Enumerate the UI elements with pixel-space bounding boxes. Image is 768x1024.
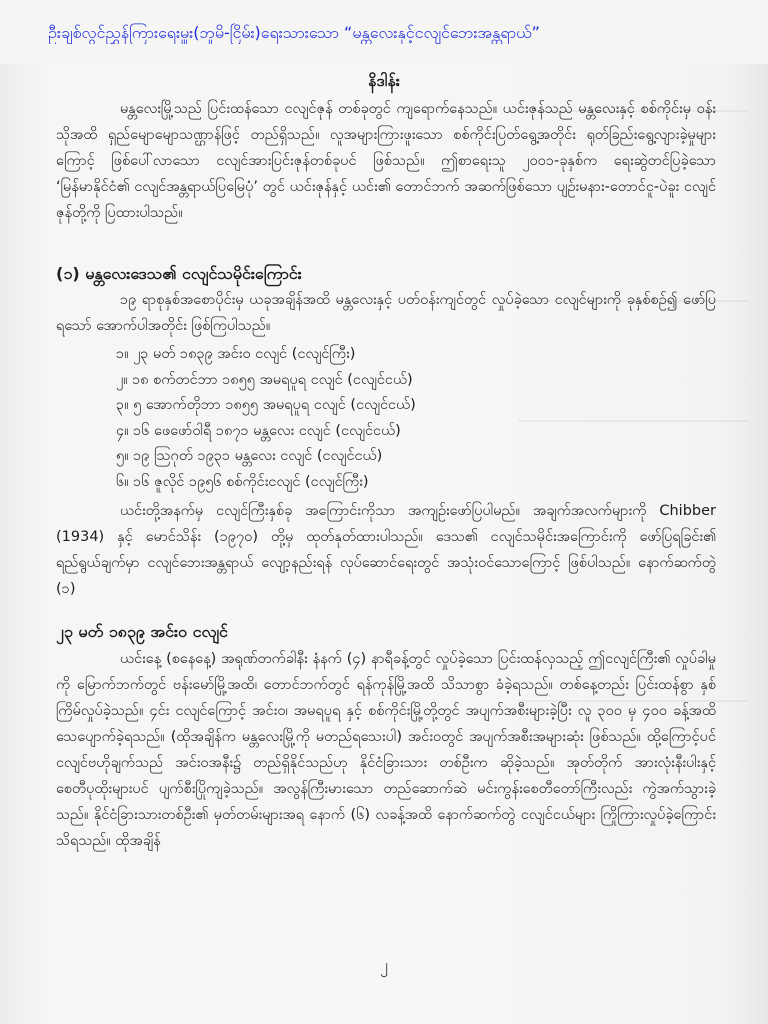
list-item: ၄။ ၁၆ ဖေဖော်ဝါရီ ၁၈၇၁ မန္တလေး ငလျင် (ငလျင်ငယ်) [116, 422, 401, 439]
section1-paragraph-block [56, 287, 716, 339]
section2-paragraph-block [56, 646, 716, 854]
intro-paragraph: မန္တလေးမြို့သည် ပြင်းထန်သော ငလျင်ဇုန် တစ်ခုတွင် ကျရောက်နေသည်။ ယင်းဇုန်သည် မန္တလေးနှင့် စစ်ကိုင်းမှ ဝန်းသိုအထိ ရှည်မျောမျောသဏ္ဌာန်ဖြင့် တည်ရှိသည်။ လူအများကြားဖူးသော စစ်ကိုင်းပြတ်ရွေ့အတိုင်း ရုတ်ခြည်းရွေ့လျားခဲ့မှုများကြောင့် ဖြစ်ပေါ်လာသော ငလျင်အားပြင်းဇုန်တစ်ခုပင် ဖြစ်သည်။ ဤစာရေးသူ ၂၀၀၁-ခုနှစ်က ရေးဆွဲတင်ပြခဲ့သော ‘မြန်မာနိုင်ငံ၏ ငလျင်အန္တရာယ်ပြမြေပုံ’ တွင် ယင်းဇုန်နှင့် ယင်း၏ တောင်ဘက် အဆက်ဖြစ်သော ပျဉ်းမနား-တောင်ငူ-ပဲခူး ငလျင်ဇုန်တို့ကို ပြထားပါသည်။ [56, 101, 716, 221]
list-item: ၃။ ၅ အောက်တိုဘာ ၁၈၅၅ အမရပူရ ငလျင် (ငလျင်ငယ်) [116, 397, 416, 413]
section1-paragraph2-block [56, 498, 716, 602]
list-item: ၁။ ၂၃ မတ် ၁၈၃၉ အင်းဝ ငလျင် (ငလျင်ကြီး) [116, 346, 356, 362]
page-number: ၂ [380, 955, 388, 974]
list-item: ၂။ ၁၈ စက်တင်ဘာ ၁၈၅၅ အမရပူရ ငလျင် (ငလျင်ငယ်) [116, 371, 413, 388]
header-bar [0, 0, 768, 64]
list-item: ၆။ ၁၆ ဇူလိုင် ၁၉၅၆ စစ်ကိုင်းငလျင် (ငလျင်ကြီး) [116, 473, 369, 490]
intro-heading: နိဒါန်း [368, 71, 400, 90]
earthquake-list [116, 342, 716, 495]
section2-heading: ၂၃ မတ် ၁၈၃၉ အင်းဝ ငလျင် [56, 622, 228, 641]
section1-heading: (၁) မန္တလေးဒေသ၏ ငလျင်သမိုင်းကြောင်း [56, 264, 302, 283]
list-item: ၅။ ၁၉ ဩဂုတ် ၁၉၃၁ မန္တလေး ငလျင် (ငလျင်ငယ်) [116, 448, 383, 464]
document-title: ဦးချစ်လွင်ညွှန်ကြားရေးမှူး(ဘူမိ-ငြိမ်း)ရေးသားသော “မန္တလေးနှင့်ငလျင်ဘေးအန္တရာယ်” [48, 23, 540, 42]
intro-paragraph-block [56, 96, 716, 226]
section1-paragraph: ၁၉ ရာစုနှစ်အစောပိုင်းမှ ယခုအချိန်အထိ မန္တလေးနှင့် ပတ်ဝန်းကျင်တွင် လှုပ်ခဲ့သော ငလျင်များကို ခုနှစ်စဉ်၍ ဖော်ပြရသော် အောက်ပါအတိုင်း ဖြစ်ကြပါသည်။ [56, 292, 716, 334]
section2-paragraph: ယင်းနေ့ (စနေနေ့) အရုဏ်တက်ခါနီး နံနက် (၄) နာရီခန့်တွင် လှုပ်ခဲ့သော ပြင်းထန်လှသည့် ဤငလျင်ကြီး၏ လှုပ်ခါမှုကို မြောက်ဘက်တွင် ဗန်းမော်မြို့အထိ၊ တောင်ဘက်တွင် ရန်ကုန်မြို့အထိ သိသာစွာ ခံခဲ့ရသည်။ တစ်နေ့တည်း ပြင်းထန်စွာ နှစ်ကြိမ်လှုပ်ခဲ့သည်။ ၄င်း ငလျင်ကြောင့် အင်းဝ၊ အမရပူရ နှင့် စစ်ကိုင်းမြို့တို့တွင် အပျက်အစီးများခဲ့ပြီး လူ ၃၀၀ မှ ၄၀၀ ခန့်အထိ သေပျောက်ခဲ့ရသည်။ (ထိုအချိန်က မန္တလေးမြို့ကို မတည်ရသေးပါ) အင်းဝတွင် အပျက်အစီးအများဆုံး ဖြစ်သည်။ ထို့ကြောင့်ပင် ငလျင်ဗဟိုချက်သည် အင်းဝအနီး၌ တည်ရှိနိုင်သည်ဟု နိုင်ငံခြားသား တစ်ဦးက ဆိုခဲ့သည်။ အုတ်တိုက် အားလုံးနီးပါးနှင့် စေတီပုထိုးများပင် ပျက်စီးပြိုကျခဲ့သည်။ အလွန်ကြီးမားသော တည်ဆောက်ဆဲ မင်းကွန်းစေတီတော်ကြီးလည်း ကွဲအက်သွားခဲ့သည်။ နိုင်ငံခြားသားတစ်ဦး၏ မှတ်တမ်းများအရ နောက် (၆) လခန့်အထိ နောက်ဆက်တွဲ ငလျင်ငယ်များ ကြိုကြားလှုပ်ခဲ့ကြောင်း သိရသည်။ ထိုအချိန် [56, 651, 716, 849]
section1-paragraph2: ယင်းတို့အနက်မှ ငလျင်ကြီးနှစ်ခု အကြောင်းကိုသာ အကျဉ်းဖော်ပြပါမည်။ အချက်အလက်များကို Chibber (1934) နှင့် မောင်သိန်း (၁၉၇၀) တို့မှ ထုတ်နုတ်ထားပါသည်။ ဒေသ၏ ငလျင်သမိုင်းအကြောင်းကို ဖော်ပြရခြင်း၏ ရည်ရွယ်ချက်မှာ ငလျင်ဘေးအန္တရာယ် လျော့နည်းရန် လုပ်ဆောင်ရေးတွင် အသုံးဝင်သောကြောင့် ဖြစ်ပါသည်။ နောက်ဆက်တွဲ (၁) [56, 503, 716, 597]
